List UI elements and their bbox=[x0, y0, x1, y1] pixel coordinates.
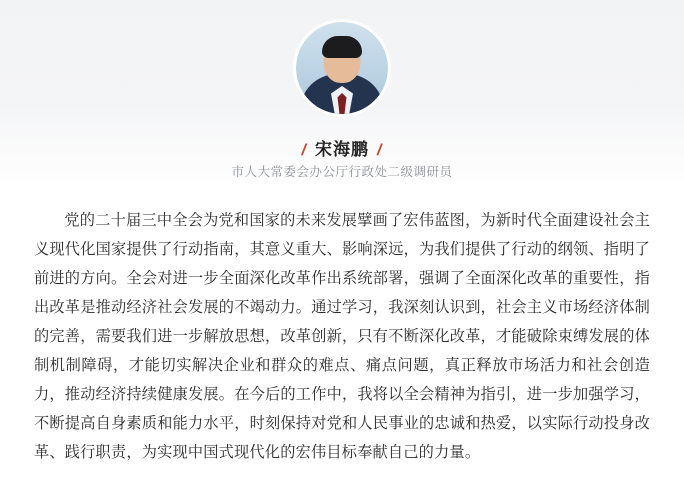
avatar-hair-shape bbox=[322, 36, 362, 58]
person-name-row bbox=[0, 135, 684, 160]
person-job-title: 市人大常委会办公厅行政处二级调研员 bbox=[231, 165, 453, 179]
article-body bbox=[0, 185, 684, 467]
slash-left-decoration: / bbox=[301, 142, 307, 159]
slash-right-decoration: / bbox=[377, 142, 383, 159]
article-paragraph: 党的二十届三中全会为党和国家的未来发展擘画了宏伟蓝图，为新时代全面建设社会主义现代化国家提供了行动指南，其意义重大、影响深远，为我们提供了行动的纲领、指明了前进的方向。全会对进一步全面深化改革作出系统部署，强调了全面深化改革的重要性，指出改革是推动经济社会发展的不竭动力。通过学习，我深刻认识到，社会主义市场经济体制的完善，需要我们进一步解放思想，改革创新，只有不断深化改革，才能破除束缚发展的体制机制障碍，才能切实解决企业和群众的难点、痛点问题，真正释放市场活力和社会创造力，推动经济持续健康发展。在今后的工作中，我将以全会精神为指引，进一步加强学习，不断提高自身素质和能力水平，时刻保持对党和人民事业的忠诚和热爱，以实际行动投身改革、践行职责，为实现中国式现代化的宏伟目标奉献自己的力量。 bbox=[34, 212, 650, 462]
profile-header bbox=[0, 0, 684, 185]
person-name: 宋海鹏 bbox=[315, 140, 369, 159]
avatar-photo bbox=[296, 22, 388, 114]
avatar bbox=[296, 22, 388, 114]
